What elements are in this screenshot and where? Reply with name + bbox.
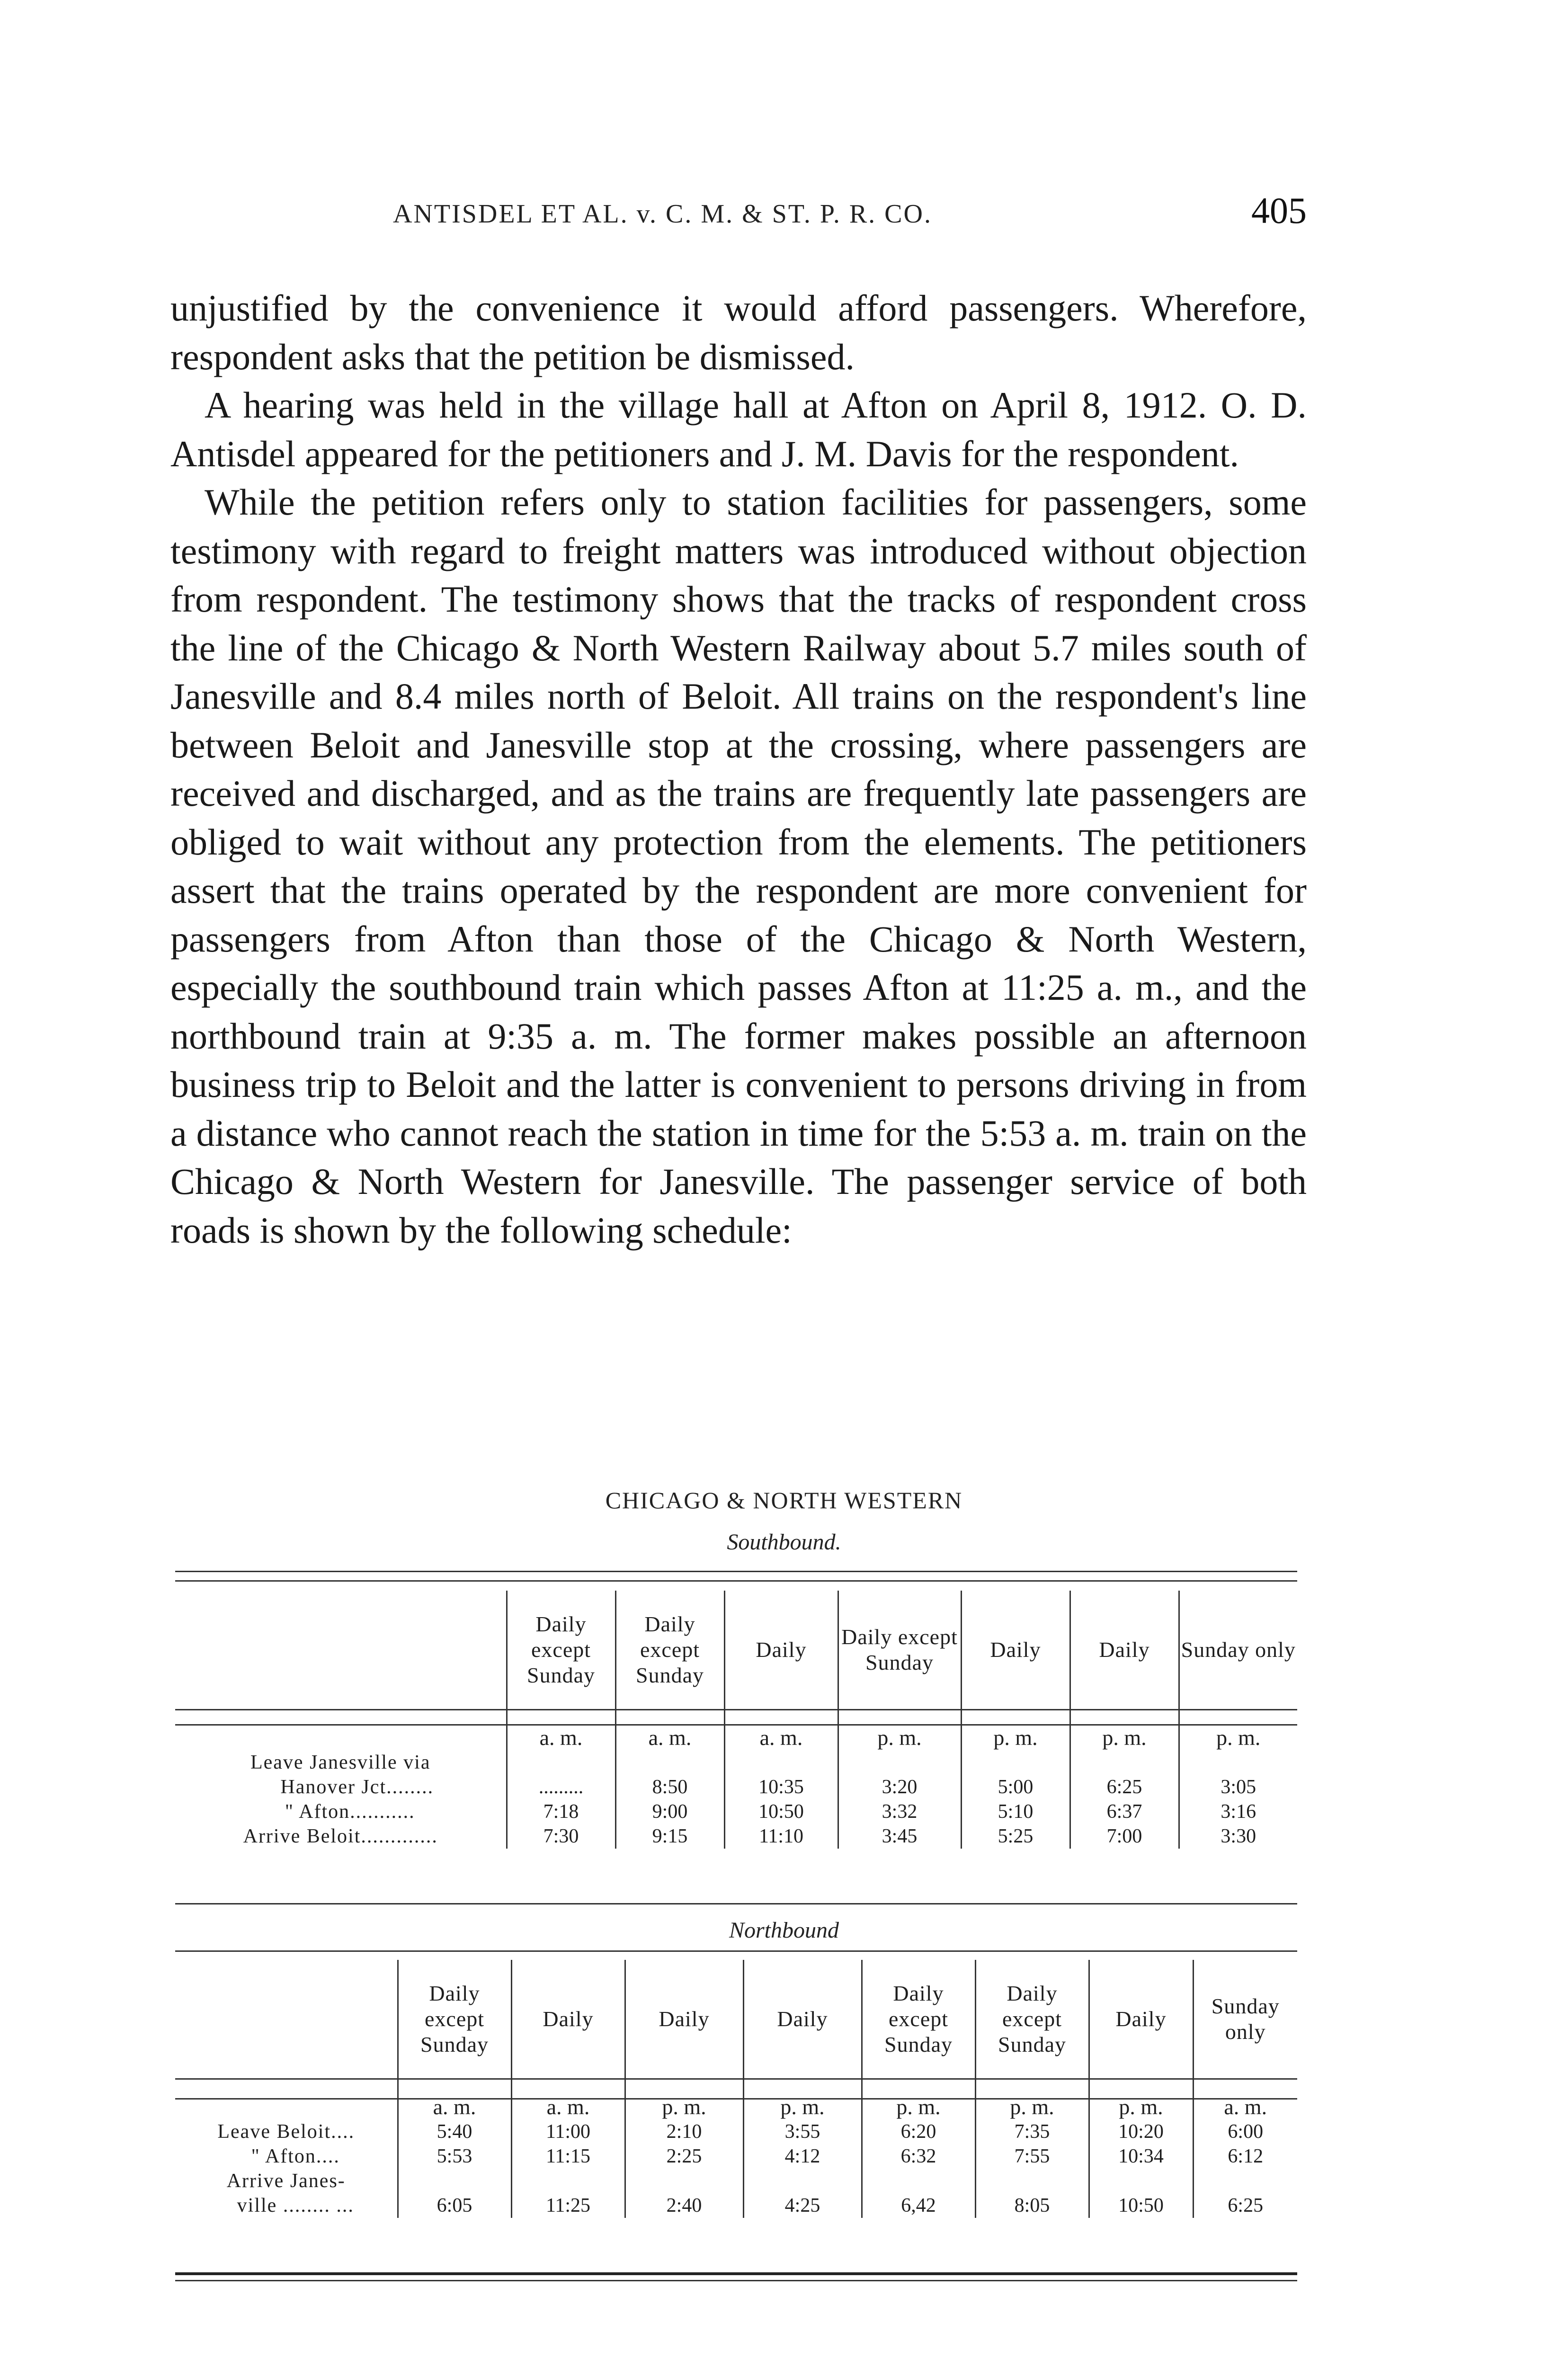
station-name: Arrive Beloit.............: [243, 1825, 438, 1847]
time-cell: 6:37: [1070, 1799, 1179, 1824]
time-cell: 6:25: [1070, 1775, 1179, 1799]
unit-cell: p. m.: [1089, 2079, 1193, 2120]
time-cell: 7:18: [507, 1799, 615, 1824]
table-rule: [175, 1580, 1297, 1582]
column-header: Daily: [511, 1960, 625, 2079]
column-header: Daily: [743, 1960, 862, 2079]
table-row: [175, 2193, 1297, 2218]
station-header: [175, 1591, 507, 1710]
time-cell: 3:45: [838, 1824, 961, 1849]
time-cell: 11:25: [511, 2193, 625, 2218]
time-cell: 3:30: [1179, 1824, 1297, 1849]
time-cell: 6:05: [398, 2193, 511, 2218]
time-cell: 2:40: [625, 2193, 743, 2218]
station-name: Arrive Janes-: [226, 2170, 346, 2192]
time-cell: 3:55: [743, 2119, 862, 2144]
time-cell: 6:12: [1193, 2144, 1297, 2169]
column-header: Sunday only: [1193, 1960, 1297, 2079]
header-row: [175, 1960, 1297, 2079]
time-cell: 2:10: [625, 2119, 743, 2144]
table-rule: [175, 2098, 1297, 2100]
unit-cell: a. m.: [724, 1710, 838, 1751]
unit-cell: p. m.: [862, 2079, 975, 2120]
northbound-table: [175, 1960, 1297, 2218]
time-cell: 3:05: [1179, 1775, 1297, 1799]
paragraph: While the petition refers only to station facilities for passengers, some testimony with regard to freight matters was introduced without objection from respondent. The testimony shows that the tracks of respondent cross the line of the Chicago & North Western Railway about 5.7 miles south of Janesville and 8.4 miles north of Beloit. All trains on the respondent's line between Beloit and Janesville stop at the crossing, where passengers are received and discharged, and as the trains are frequently late passengers are obliged to wait without any protection from the elements. The petitioners assert that the trains operated by the respondent are more convenient for passengers from Afton than those of the Chicago & North Western, especially the southbound train which passes Afton at 11:25 a. m., and the northbound train at 9:35 a. m. The former makes possible an afternoon business trip to Beloit and the latter is convenient to persons driving in from a distance who cannot reach the station in time for the 5:53 a. m. train on the Chicago & North Western for Janesville. The passenger service of both roads is shown by the following schedule:: [170, 481, 1307, 1251]
page-header: [170, 189, 1307, 241]
time-cell: 11:00: [511, 2119, 625, 2144]
unit-cell: p. m.: [1070, 1710, 1179, 1751]
column-header: Sunday only: [1179, 1591, 1297, 1710]
header-row: [175, 1591, 1297, 1710]
time-cell: .........: [507, 1775, 615, 1799]
table-rule: [175, 1571, 1297, 1572]
table-row: [175, 1775, 1297, 1799]
table-rule: [175, 2272, 1297, 2275]
units-label: [175, 1710, 507, 1751]
unit-cell: p. m.: [1179, 1710, 1297, 1751]
time-cell: 5:25: [961, 1824, 1070, 1849]
railroad-caption: CHICAGO & NORTH WESTERN: [605, 1487, 963, 1513]
unit-cell: a. m.: [507, 1710, 615, 1751]
time-cell: 5:40: [398, 2119, 511, 2144]
time-cell: 6:32: [862, 2144, 975, 2169]
column-header: Daily except Sunday: [838, 1591, 961, 1710]
station-name: Leave Beloit....: [217, 2121, 355, 2143]
time-cell: 8:50: [615, 1775, 724, 1799]
unit-cell: p. m.: [838, 1710, 961, 1751]
time-cell: 11:10: [724, 1824, 838, 1849]
time-cell: 4:25: [743, 2193, 862, 2218]
table-rule: [175, 1903, 1297, 1904]
time-cell: 7:00: [1070, 1824, 1179, 1849]
station-header: [175, 1960, 398, 2079]
running-title: ANTISDEL ET AL. v. C. M. & ST. P. R. CO.: [393, 199, 932, 229]
column-header: Daily: [625, 1960, 743, 2079]
station-name: ville ........ ...: [237, 2195, 354, 2216]
time-cell: 7:55: [975, 2144, 1089, 2169]
column-header: Daily: [1070, 1591, 1179, 1710]
time-cell: 6:20: [862, 2119, 975, 2144]
body-text: [170, 284, 1307, 1255]
unit-cell: a. m.: [511, 2079, 625, 2120]
time-cell: 8:05: [975, 2193, 1089, 2218]
time-cell: 9:00: [615, 1799, 724, 1824]
page-number: 405: [1251, 190, 1307, 231]
column-header: Daily except Sunday: [862, 1960, 975, 2079]
table-rule: [175, 1950, 1297, 1952]
table-row: [175, 1824, 1297, 1849]
table-row: [175, 2169, 1297, 2193]
northbound-caption: Northbound: [729, 1918, 839, 1943]
column-header: Daily: [1089, 1960, 1193, 2079]
column-header: Daily: [724, 1591, 838, 1710]
time-cell: 10:50: [1089, 2193, 1193, 2218]
station-name: Leave Janesville via: [250, 1752, 431, 1773]
table-row: [175, 1799, 1297, 1824]
time-cell: 10:50: [724, 1799, 838, 1824]
time-cell: 4:12: [743, 2144, 862, 2169]
paragraph: unjustified by the convenience it would afford passengers. Wherefore, respondent asks that the petition be dismissed.: [170, 287, 1307, 377]
station-name: Hanover Jct........: [280, 1776, 434, 1798]
unit-cell: a. m.: [1193, 2079, 1297, 2120]
column-header: Daily except Sunday: [398, 1960, 511, 2079]
time-cell: 3:16: [1179, 1799, 1297, 1824]
time-cell: 5:10: [961, 1799, 1070, 1824]
time-cell: 2:25: [625, 2144, 743, 2169]
time-cell: 3:32: [838, 1799, 961, 1824]
time-cell: 7:35: [975, 2119, 1089, 2144]
paragraph: A hearing was held in the village hall at Afton on April 8, 1912. O. D. Antisdel appeared for the petitioners and J. M. Davis for the respondent.: [170, 384, 1307, 474]
time-cell: 11:15: [511, 2144, 625, 2169]
time-cell: 6:25: [1193, 2193, 1297, 2218]
time-cell: 6:00: [1193, 2119, 1297, 2144]
time-cell: 10:35: [724, 1775, 838, 1799]
station-name: " Afton...........: [285, 1801, 415, 1823]
table-rule: [175, 2280, 1297, 2281]
table-row: [175, 1750, 1297, 1775]
southbound-table: [175, 1591, 1297, 1849]
time-cell: 10:20: [1089, 2119, 1193, 2144]
unit-cell: p. m.: [961, 1710, 1070, 1751]
column-header: Daily except Sunday: [615, 1591, 724, 1710]
units-row: [175, 1710, 1297, 1751]
table-row: [175, 2119, 1297, 2144]
column-header: Daily: [961, 1591, 1070, 1710]
unit-cell: p. m.: [975, 2079, 1089, 2120]
unit-cell: a. m.: [615, 1710, 724, 1751]
table-row: [175, 2144, 1297, 2169]
unit-cell: p. m.: [743, 2079, 862, 2120]
time-cell: 7:30: [507, 1824, 615, 1849]
unit-cell: a. m.: [398, 2079, 511, 2120]
time-cell: 3:20: [838, 1775, 961, 1799]
time-cell: 10:34: [1089, 2144, 1193, 2169]
time-cell: 6,42: [862, 2193, 975, 2218]
time-cell: 5:00: [961, 1775, 1070, 1799]
column-header: Daily except Sunday: [507, 1591, 615, 1710]
time-cell: 5:53: [398, 2144, 511, 2169]
station-name: " Afton....: [251, 2145, 340, 2167]
southbound-caption: Southbound.: [727, 1530, 841, 1555]
column-header: Daily except Sunday: [975, 1960, 1089, 2079]
unit-cell: p. m.: [625, 2079, 743, 2120]
time-cell: 9:15: [615, 1824, 724, 1849]
table-rule: [175, 1724, 1297, 1726]
